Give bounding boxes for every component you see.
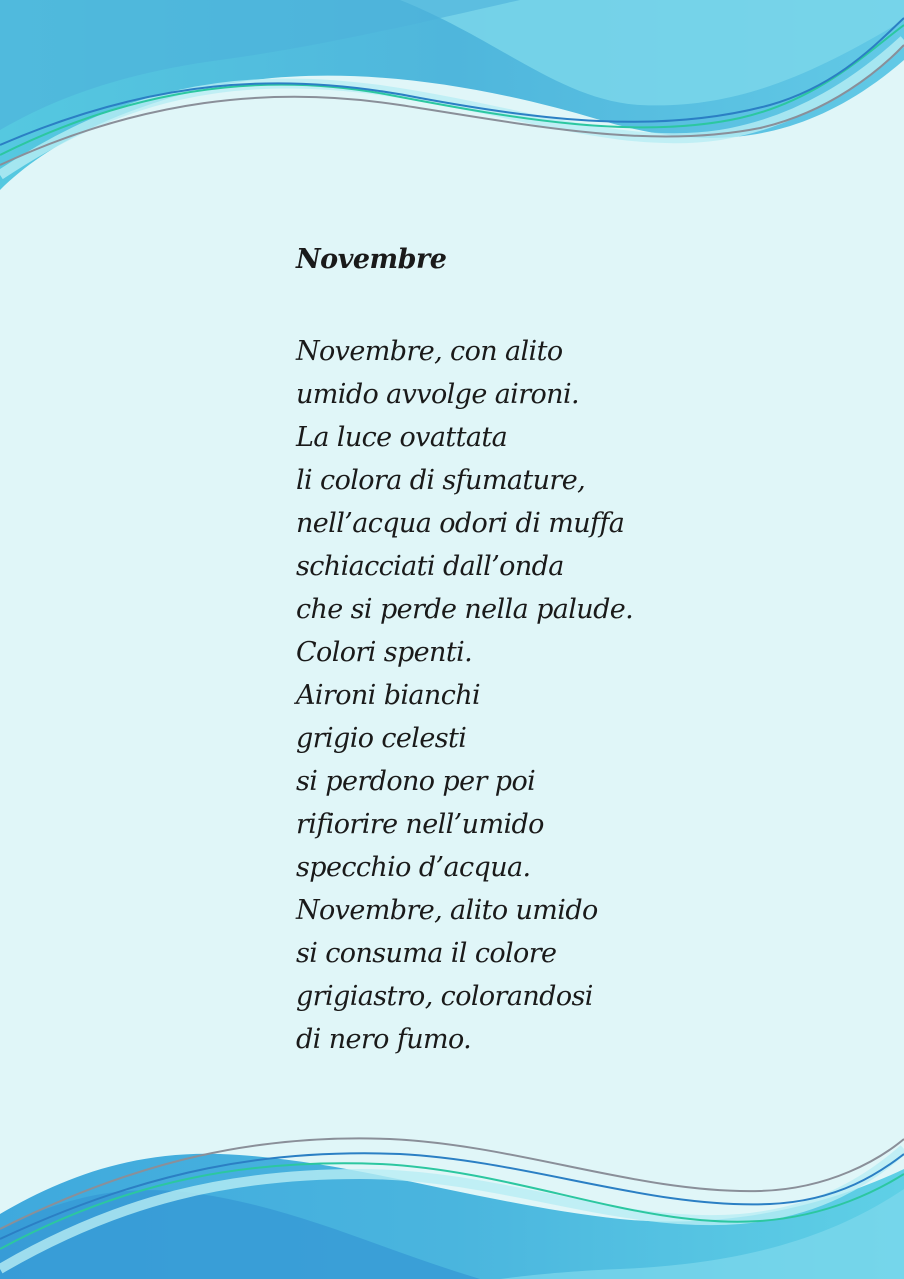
poem-line: specchio d’acqua. [296, 852, 531, 883]
poem-line: Aironi bianchi [296, 680, 481, 711]
bottom-wave-decoration [0, 1079, 904, 1279]
poem-line: grigiastro, colorandosi [296, 981, 593, 1012]
poem-line: schiacciati dall’onda [296, 551, 564, 582]
poem-line: Novembre, alito umido [296, 895, 598, 926]
poem-line: La luce ovattata [296, 422, 508, 453]
poem-line: umido avvolge aironi. [296, 379, 579, 410]
poem-line: rifiorire nell’umido [296, 809, 544, 840]
poem-line: grigio celesti [296, 723, 467, 754]
poem-line: si perdono per poi [296, 766, 536, 797]
poem-line: si consuma il colore [296, 938, 557, 969]
poem-body [296, 330, 856, 1061]
poem [296, 238, 856, 1061]
poem-line: nell’acqua odori di muffa [296, 508, 625, 539]
poem-line: che si perde nella palude. [296, 594, 634, 625]
poem-line: Colori spenti. [296, 637, 473, 668]
poem-line: di nero fumo. [296, 1024, 472, 1055]
top-wave-decoration [0, 0, 904, 210]
poem-line: li colora di sfumature, [296, 465, 586, 496]
poem-title: Novembre [296, 244, 447, 275]
poem-line: Novembre, con alito [296, 336, 563, 367]
